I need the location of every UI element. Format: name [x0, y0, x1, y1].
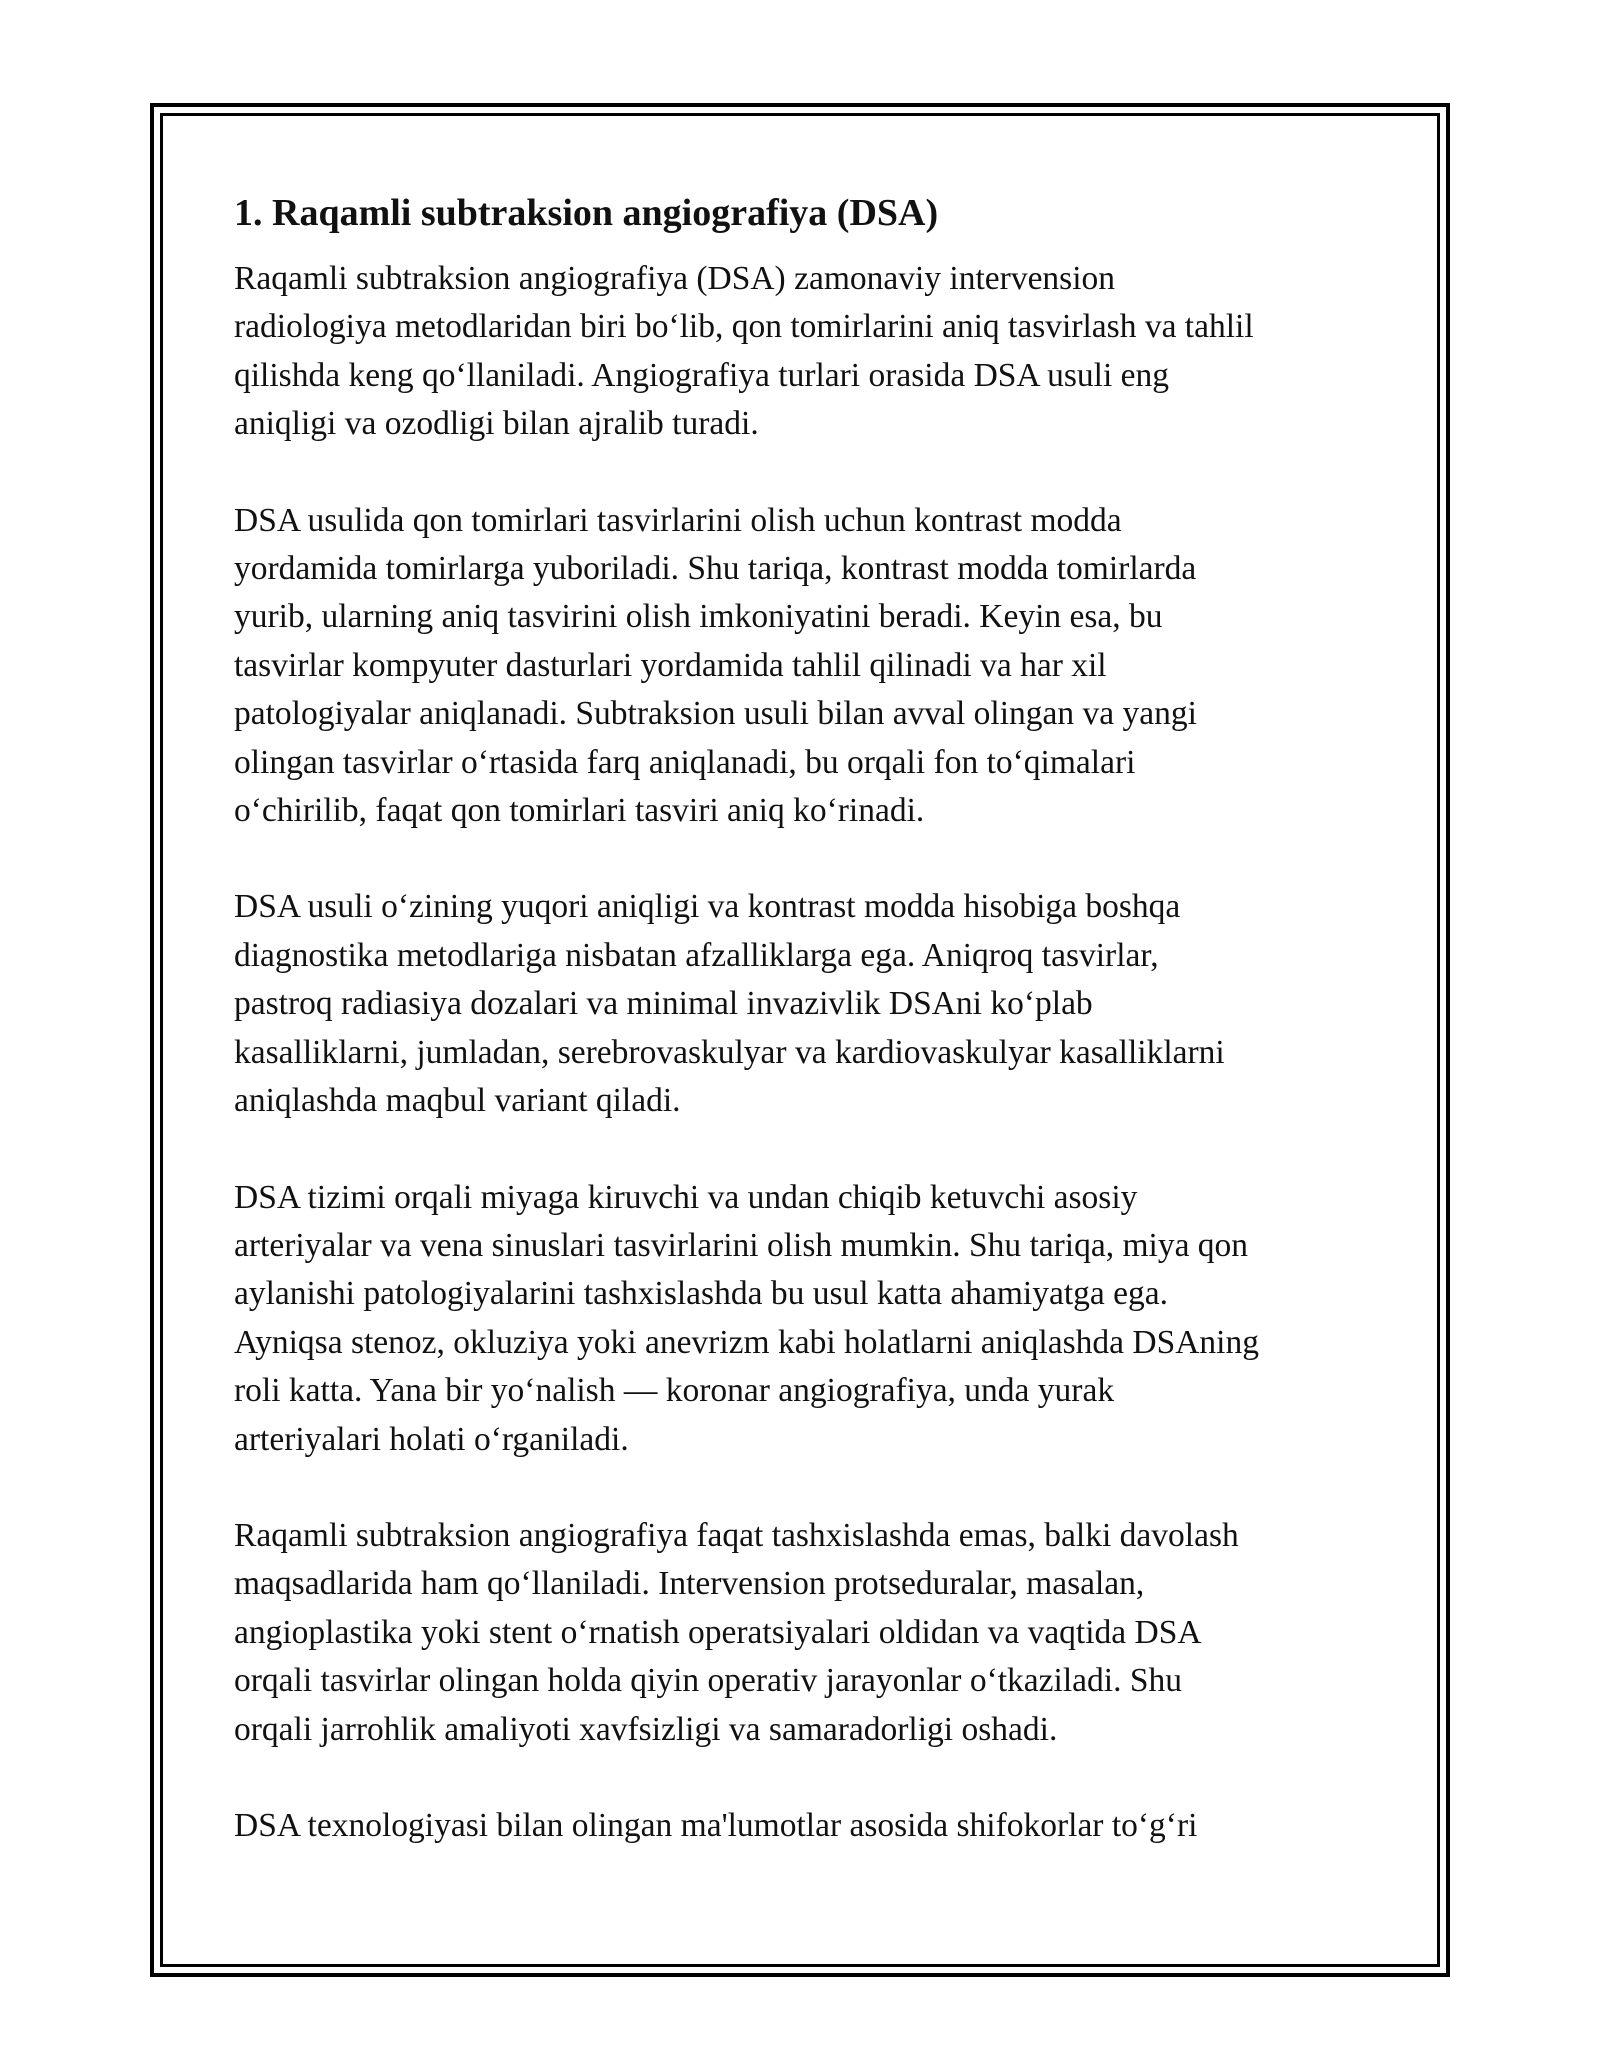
document-body [234, 183, 1374, 1898]
text-line: orqali jarrohlik amaliyoti xavfsizligi va samaradorligi oshadi. [234, 1710, 1058, 1748]
paragraph-3 [234, 883, 1374, 1125]
text-line: arteriyalari holati o‘rganiladi. [234, 1420, 629, 1458]
text-line: aniqligi va ozodligi bilan ajralib turadi. [234, 405, 759, 443]
paragraph-4 [234, 1174, 1374, 1464]
text-line: o‘chirilib, faqat qon tomirlari tasviri aniq ko‘rinadi. [234, 792, 925, 830]
text-line: radiologiya metodlaridan biri bo‘lib, qon tomirlarini aniq tasvirlash va tahlil [234, 308, 1254, 346]
paragraph-6 [234, 1802, 1374, 1850]
text-line: yordamida tomirlarga yuboriladi. Shu tariqa, kontrast modda tomirlarda [234, 550, 1197, 588]
text-line: DSA texnologiyasi bilan olingan ma'lumotlar asosida shifokorlar to‘g‘ri [234, 1806, 1198, 1844]
paragraph-1 [234, 255, 1374, 449]
text-line: diagnostika metodlariga nisbatan afzalliklarga ega. Aniqroq tasvirlar, [234, 936, 1159, 974]
text-line: angioplastika yoki stent o‘rnatish operatsiyalari oldidan va vaqtida DSA [234, 1613, 1202, 1651]
text-line: qilishda keng qo‘llaniladi. Angiografiya turlari orasida DSA usuli eng [234, 356, 1170, 394]
text-line: pastroq radiasiya dozalari va minimal invazivlik DSAni ko‘plab [234, 985, 1093, 1023]
text-line: aniqlashda maqbul variant qiladi. [234, 1082, 681, 1120]
text-line: DSA usuli o‘zining yuqori aniqligi va kontrast modda hisobiga boshqa [234, 888, 1181, 926]
text-line: aylanishi patologiyalarini tashxislashda bu usul katta ahamiyatga ega. [234, 1275, 1169, 1313]
text-line: DSA usulida qon tomirlari tasvirlarini olish uchun kontrast modda [234, 501, 1122, 539]
paragraph-5 [234, 1512, 1374, 1754]
text-line: Raqamli subtraksion angiografiya faqat tashxislashda emas, balki davolash [234, 1516, 1239, 1554]
text-line: yurib, ularning aniq tasvirini olish imkoniyatini beradi. Keyin esa, bu [234, 598, 1163, 636]
text-line: Raqamli subtraksion angiografiya (DSA) zamonaviy intervension [234, 260, 1116, 297]
text-line: maqsadlarida ham qo‘llaniladi. Intervension protseduralar, masalan, [234, 1565, 1145, 1603]
text-line: roli katta. Yana bir yo‘nalish — koronar angiografiya, unda yurak [234, 1372, 1115, 1410]
text-line: arteriyalar va vena sinuslari tasvirlarini olish mumkin. Shu tariqa, miya qon [234, 1226, 1249, 1264]
text-line: Ayniqsa stenoz, okluziya yoki anevrizm kabi holatlarni aniqlashda DSAning [234, 1323, 1259, 1361]
text-line: DSA tizimi orqali miyaga kiruvchi va undan chiqib ketuvchi asosiy [234, 1178, 1138, 1216]
text-line: orqali tasvirlar olingan holda qiyin operativ jarayonlar o‘tkaziladi. Shu [234, 1662, 1182, 1700]
text-line: tasvirlar kompyuter dasturlari yordamida tahlil qilinadi va har xil [234, 646, 1107, 684]
paragraph-2 [234, 497, 1374, 836]
text-line: kasalliklarni, jumladan, serebrovaskulyar va kardiovaskulyar kasalliklarni [234, 1033, 1225, 1071]
text-line: olingan tasvirlar o‘rtasida farq aniqlanadi, bu orqali fon to‘qimalari [234, 743, 1136, 781]
section-heading: 1. Raqamli subtraksion angiografiya (DSA) [234, 192, 939, 234]
text-line: patologiyalar aniqlanadi. Subtraksion usuli bilan avval olingan va yangi [234, 695, 1197, 733]
